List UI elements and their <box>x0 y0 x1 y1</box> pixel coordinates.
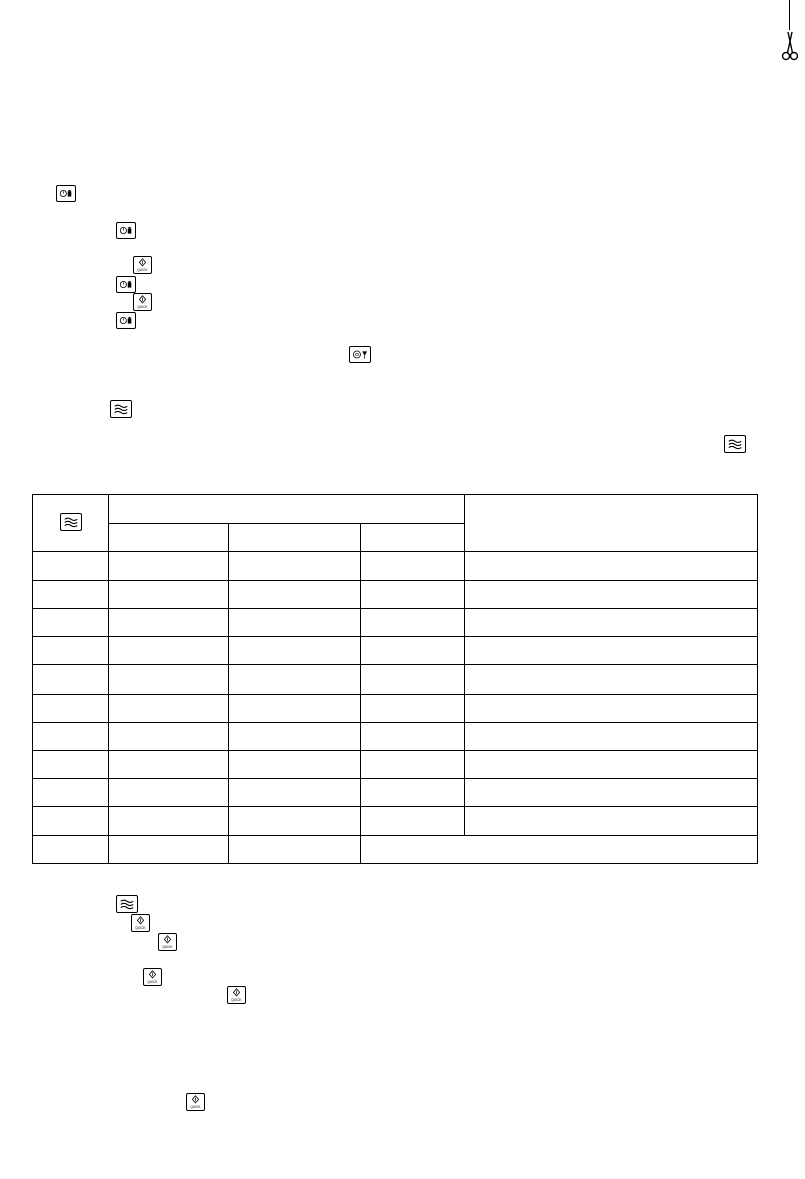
table-subheader-cell <box>229 524 361 552</box>
table-cell <box>33 665 109 694</box>
table-cell <box>229 637 361 665</box>
table-row <box>33 608 758 636</box>
quick-start-icon <box>143 968 162 986</box>
quick-label: QUICK <box>147 980 158 985</box>
table-subheader-cell <box>361 524 465 552</box>
table-header-row <box>33 495 758 524</box>
table-cell <box>361 694 465 722</box>
table-cell <box>33 722 109 750</box>
table-cell <box>109 835 229 863</box>
table-cell <box>109 637 229 665</box>
microwave-power-icon <box>110 400 132 418</box>
table-cell <box>33 807 109 835</box>
table-cell <box>229 751 361 779</box>
table-header-cell <box>109 495 465 524</box>
quick-label: QUICK <box>231 998 242 1003</box>
table-cell <box>229 580 361 608</box>
table-cell <box>465 637 758 665</box>
microwave-power-icon <box>724 435 746 453</box>
quick-label: QUICK <box>137 305 148 310</box>
table-row <box>33 722 758 750</box>
table-cell <box>33 779 109 807</box>
cut-line <box>789 0 790 30</box>
quick-label: QUICK <box>190 1105 201 1110</box>
power-level-table <box>32 494 758 864</box>
table-cell <box>109 694 229 722</box>
quick-start-icon <box>131 914 150 932</box>
table-cell <box>229 779 361 807</box>
table-cell <box>33 580 109 608</box>
table-cell <box>229 807 361 835</box>
table-cell <box>465 552 758 580</box>
table-row <box>33 694 758 722</box>
table-cell <box>229 665 361 694</box>
table-cell <box>33 608 109 636</box>
table-cell <box>361 835 758 863</box>
table-cell <box>361 580 465 608</box>
table-header-power-icon-cell <box>33 495 109 552</box>
table-cell <box>361 608 465 636</box>
table-row <box>33 637 758 665</box>
quick-label: QUICK <box>135 926 146 931</box>
table-cell <box>229 694 361 722</box>
scissors-icon <box>781 30 799 62</box>
quick-start-icon <box>133 293 152 311</box>
table-cell <box>229 608 361 636</box>
timer-weight-icon <box>116 222 136 239</box>
table-row <box>33 665 758 694</box>
table-cell <box>361 552 465 580</box>
quick-start-icon <box>158 933 177 951</box>
table-cell <box>33 552 109 580</box>
table-row <box>33 807 758 835</box>
quick-label: QUICK <box>162 945 173 950</box>
microwave-power-icon <box>116 895 138 913</box>
table-cell <box>229 835 361 863</box>
table-cell <box>465 580 758 608</box>
table-cell <box>109 779 229 807</box>
table-cell <box>33 751 109 779</box>
table-cell <box>465 694 758 722</box>
quick-start-icon <box>186 1093 205 1111</box>
table-row <box>33 779 758 807</box>
table-cell <box>465 751 758 779</box>
table-cell <box>361 751 465 779</box>
defrost-icon <box>349 346 371 363</box>
table-cell <box>109 722 229 750</box>
timer-weight-icon <box>56 185 76 202</box>
quick-start-icon <box>133 256 152 274</box>
quick-start-icon <box>227 986 246 1004</box>
table-cell <box>33 637 109 665</box>
table-cell <box>109 807 229 835</box>
table-cell <box>33 835 109 863</box>
quick-label: QUICK <box>137 268 148 273</box>
table-cell <box>229 722 361 750</box>
table-cell <box>465 608 758 636</box>
table-cell <box>361 779 465 807</box>
table-cell <box>361 807 465 835</box>
table-cell <box>465 665 758 694</box>
table-cell <box>109 580 229 608</box>
table-cell <box>361 722 465 750</box>
timer-weight-icon <box>116 276 136 293</box>
timer-weight-icon <box>116 312 136 329</box>
table-cell <box>361 665 465 694</box>
table-row <box>33 580 758 608</box>
table-row <box>33 552 758 580</box>
table-cell <box>361 637 465 665</box>
table-row <box>33 751 758 779</box>
table-subheader-cell <box>109 524 229 552</box>
table-cell <box>465 779 758 807</box>
table-cell <box>109 552 229 580</box>
table-cell <box>229 552 361 580</box>
table-cell <box>109 608 229 636</box>
table-row-last <box>33 835 758 863</box>
table-cell <box>33 694 109 722</box>
table-cell <box>109 665 229 694</box>
microwave-power-icon <box>60 513 82 531</box>
table-cell <box>465 807 758 835</box>
table-cell <box>109 751 229 779</box>
table-header-cell <box>465 495 758 552</box>
table-cell <box>465 722 758 750</box>
